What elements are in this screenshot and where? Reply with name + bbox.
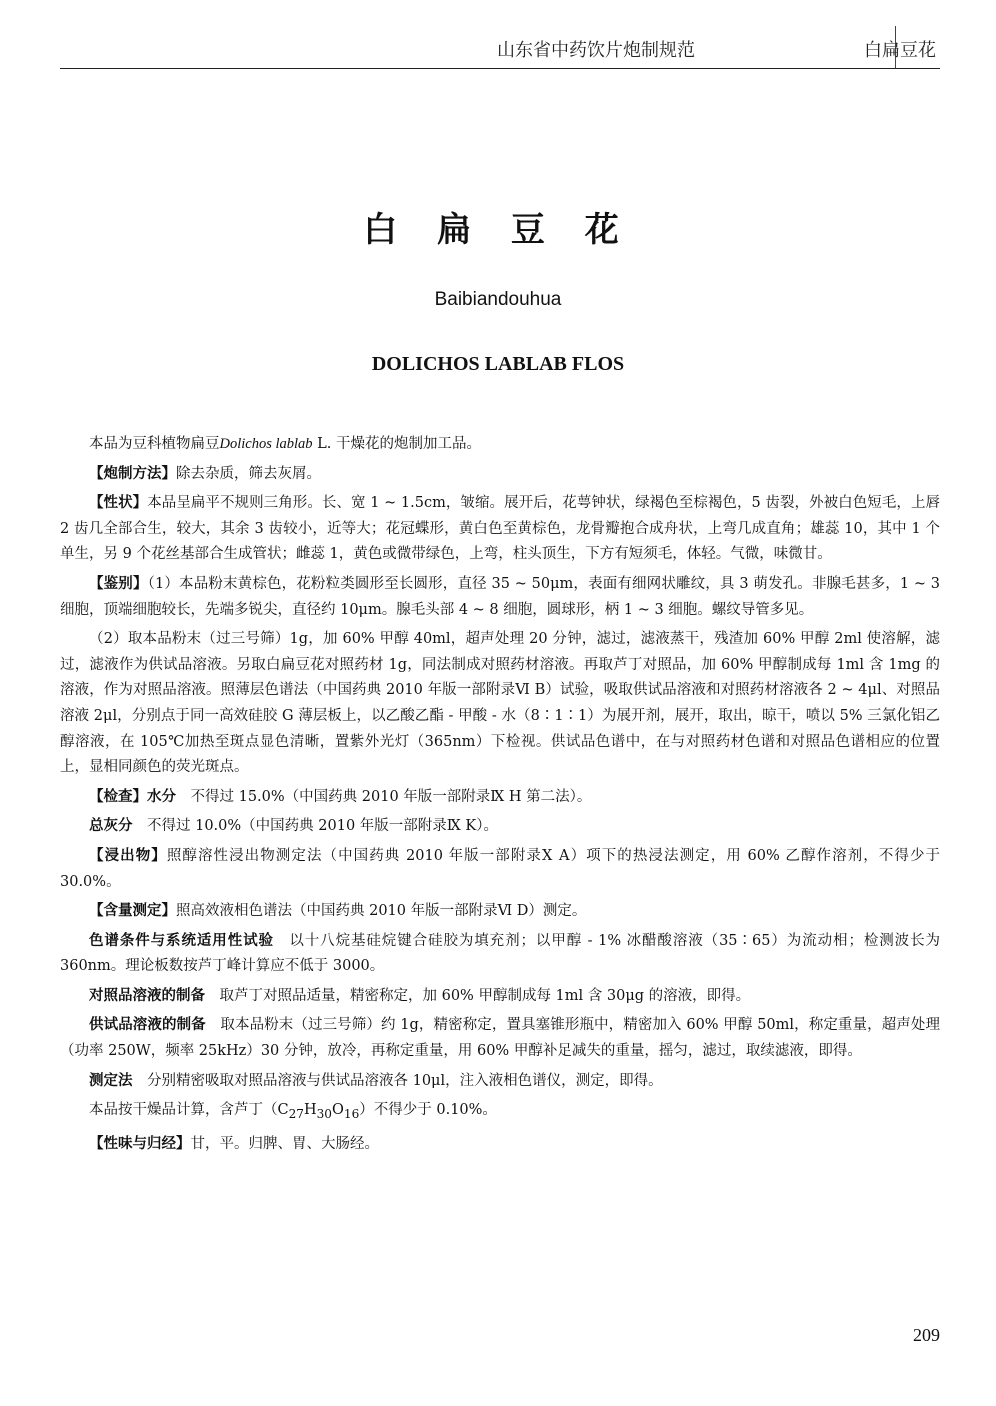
header-left-box (60, 26, 896, 68)
section-label: 【检查】 (89, 788, 147, 805)
section-text: 不得过 10.0%（中国药典 2010 年版一部附录Ⅸ K）。 (132, 818, 498, 835)
section-text: （1）本品粉末黄棕色，花粉粒类圆形至长圆形，直径 35 ~ 50μm，表面有细网状雕纹，具 3 萌发孔。非腺毛甚多，1 ~ 3 细胞，顶端细胞较长，先端多锐尖，直径约 10μm。腺毛头部 4 ~ 8 细胞，圆球形，柄 1 ~ 3 细胞。螺纹导管多见。 (60, 575, 941, 618)
source-paragraph (60, 432, 940, 458)
section-text: 不得过 15.0%（中国药典 2010 年版一部附录Ⅸ H 第二法）。 (176, 788, 592, 805)
running-header (60, 26, 940, 69)
section-label: 【性状】 (89, 495, 148, 512)
subsection-label: 总灰分 (89, 818, 133, 835)
assay-paragraph (60, 899, 940, 925)
monograph-body (60, 432, 940, 1161)
section-text: 取本品粉末（过三号筛）约 1g，精密称定，置具塞锥形瓶中，精密加入 60% 甲醇 50ml，称定重量，超声处理（功率 250W，频率 25kHz）30 分钟，放冷，再称定重量，用 60% 甲醇补足减失的重量，摇匀，滤过，取续滤液，即得。 (60, 1017, 941, 1060)
section-text: 照高效液相色谱法（中国药典 2010 年版一部附录Ⅵ D）测定。 (176, 903, 587, 920)
section-label: 【炮制方法】 (89, 465, 176, 482)
subsection-label: 色谱条件与系统适用性试验 (89, 932, 274, 949)
identification-paragraph-2 (60, 627, 940, 781)
limit-text: 本品按干燥品计算，含芦丁（C (89, 1102, 289, 1119)
section-text: 以十八烷基硅烷键合硅胶为填充剂；以甲醇 - 1% 冰醋酸溶液（35∶65）为流动相；检测波长为 360nm。理论板数按芦丁峰计算应不低于 3000。 (60, 932, 940, 975)
chromatography-conditions-paragraph (60, 929, 940, 980)
subsection-label: 测定法 (89, 1072, 133, 1089)
reference-solution-paragraph (60, 984, 940, 1010)
test-solution-paragraph (60, 1013, 940, 1064)
inspection-moisture-paragraph (60, 785, 940, 811)
section-label: 【性味与归经】 (89, 1135, 191, 1152)
section-text: 取芦丁对照品适量，精密称定，加 60% 甲醇制成每 1ml 含 30μg 的溶液，即得。 (205, 987, 751, 1004)
species-name: Dolichos lablab (219, 436, 313, 452)
section-text: （2）取本品粉末（过三号筛）1g，加 60% 甲醇 40ml，超声处理 20 分钟，滤过，滤液蒸干，残渣加 60% 甲醇 2ml 使溶解，滤过，滤液作为供试品溶液。另取白扁豆花对照药材 1g，同法制成对照药材溶液。再取芦丁对照品，加 60% 甲醇制成每 1ml 含 1mg 的溶液，作为对照品溶液。照薄层色谱法（中国药典 2010 年版一部附录Ⅵ B）试验，吸取供试品溶液和对照药材溶液各 2 ~ 4μl、对照品溶液 2μl，分别点于同一高效硅胶 G 薄层板上，以乙酸乙酯 - 甲酸 - 水（8∶1∶1）为展开剂，展开，取出，晾干，喷以 5% 三氯化铝乙醇溶液，在 105℃加热至斑点显色清晰，置紫外光灯（365nm）下检视。供试品色谱中，在与对照药材色谱和对照品色谱相应的位置上，显相同颜色的荧光斑点。 (60, 631, 940, 776)
formula-subscript-h: 30 (316, 1107, 332, 1122)
latin-title: DOLICHOS LABLAB FLOS (371, 353, 625, 375)
description-paragraph (60, 491, 940, 568)
source-text: 本品为豆科植物扁豆 (89, 436, 220, 452)
nature-meridian-paragraph (60, 1132, 940, 1158)
page-number: 209 (913, 1325, 940, 1345)
header-section-title: 白扁豆花 (864, 40, 936, 61)
section-label: 【鉴别】 (89, 575, 148, 592)
header-book-title: 山东省中药饮片炮制规范 (497, 40, 695, 61)
pinyin-title: Baibiandouhua (434, 289, 562, 310)
extract-paragraph (60, 844, 940, 895)
inspection-ash-paragraph (60, 814, 940, 840)
section-text: 甘，平。归脾、胃、大肠经。 (190, 1135, 379, 1152)
section-label: 【浸出物】 (89, 847, 167, 864)
formula-subscript-o: 16 (343, 1107, 360, 1122)
identification-paragraph-1 (60, 572, 940, 623)
content-limit-paragraph (60, 1098, 940, 1127)
section-text: 本品呈扁平不规则三角形。长、宽 1 ~ 1.5cm，皱缩。展开后，花萼钟状，绿褐色至棕褐色，5 齿裂，外被白色短毛，上唇 2 齿几全部合生，较大，其余 3 齿较小，近等大；花冠蝶形，黄白色至黄棕色，龙骨瓣抱合成舟状，上弯几成直角；雄蕊 10，其中 1 个单生，另 9 个花丝基部合生成管状；雌蕊 1，黄色或微带绿色，上弯，柱头顶生，下方有短须毛，体轻。气微，味微甘。 (60, 495, 940, 563)
procedure-paragraph (60, 1069, 940, 1095)
formula-h: H (303, 1102, 317, 1119)
section-text: 照醇溶性浸出物测定法（中国药典 2010 年版一部附录Ⅹ A）项下的热浸法测定，用 60% 乙醇作溶剂，不得少于 30.0%。 (60, 847, 941, 890)
section-label: 【含量测定】 (89, 903, 176, 920)
page-title: 白 扁 豆 花 (363, 210, 633, 250)
subsection-label: 水分 (147, 788, 176, 805)
section-text: 分别精密吸取对照品溶液与供试品溶液各 10μl，注入液相色谱仪，测定，即得。 (132, 1072, 663, 1089)
limit-text-end: ）不得少于 0.10%。 (359, 1102, 497, 1119)
processing-paragraph (60, 462, 940, 488)
subsection-label: 供试品溶液的制备 (89, 1017, 206, 1034)
section-text: 除去杂质，筛去灰屑。 (176, 465, 321, 482)
subsection-label: 对照品溶液的制备 (89, 987, 205, 1004)
formula-subscript-c: 27 (288, 1107, 304, 1122)
source-text-end: L. 干燥花的炮制加工品。 (312, 436, 482, 452)
formula-o: O (332, 1102, 344, 1119)
